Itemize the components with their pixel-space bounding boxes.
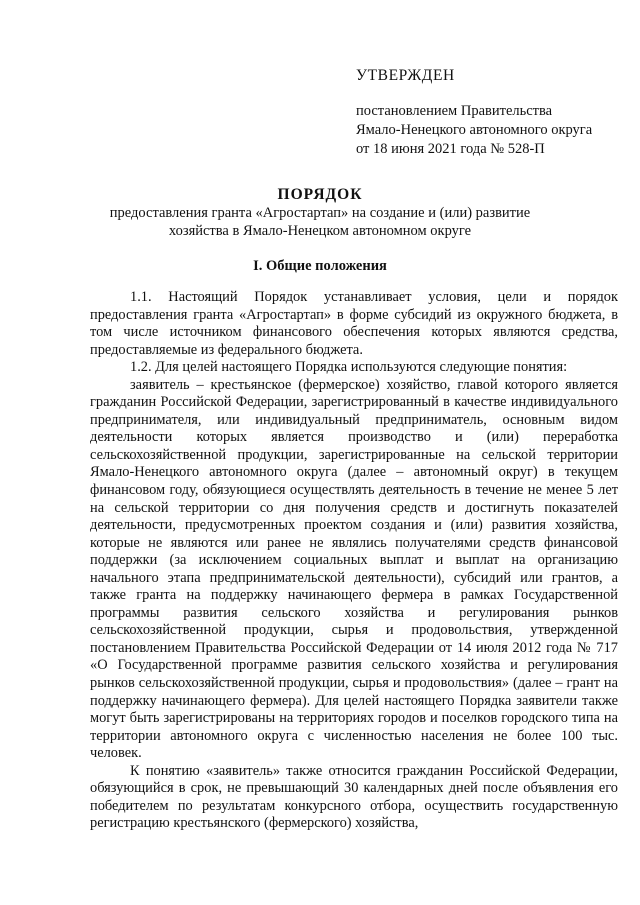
- document-title: ПОРЯДОК: [277, 186, 363, 203]
- approval-line: от 18 июня 2021 года № 528-П: [356, 141, 545, 157]
- document-subtitle: предоставления гранта «Агростартап» на создание и (или) развитие хозяйства в Ямало-Ненецком автономном округе: [109, 205, 531, 239]
- paragraph-applicant-definition: заявитель – крестьянское (фермерское) хозяйство, главой которого является гражданин Российской Федерации, зарегистрированный в качестве индивидуального предпринимателя, или индивидуальный предприниматель, основным видом деятельности которых является производство и (или) переработка сельскохозяйственной продукции, зарегистрированные на сельской территории Ямало-Ненецкого автономного округа (далее – автономный округ) в текущем финансовом году, обязующиеся осуществлять деятельность в течение не менее 5 лет на сельской территории со дня получения средств и достигнуть показателей деятельности, предусмотренных проектом создания и (или) развития хозяйства, которые не являются или ранее не являлись получателями средств финансовой поддержки (за исключением социальных выплат и выплат на организацию начального этапа предпринимательской деятельности), субсидий или грантов, а также гранта на поддержку начинающего фермера в рамках Государственной программы развития сельского хозяйства и регулирования рынков сельскохозяйственной продукции, сырья и продовольствия, утвержденной постановлением Правительства Российской Федерации от 14 июля 2012 года № 717 «О Государственной программе развития сельского хозяйства и регулирования рынков сельскохозяйственной продукции, сырья и продовольствия» (далее – грант на поддержку начинающего фермера). Для целей настоящего Порядка заявители также могут быть зарегистрированы на территориях городов и поселков городского типа на территории автономного округа с численностью населения не более 100 тыс. человек.: [90, 376, 618, 762]
- approval-stamp: УТВЕРЖДЕН: [356, 67, 455, 84]
- approval-line: постановлением Правительства: [356, 103, 553, 119]
- approval-line: Ямало-Ненецкого автономного округа: [356, 122, 593, 138]
- document-body: [90, 289, 618, 833]
- paragraph-1-1: 1.1. Настоящий Порядок устанавливает условия, цели и порядок предоставления гранта «Агростартап» в форме субсидий из окружного бюджета, в том числе источником финансового обеспечения которых являются средства, предоставляемые из федерального бюджета.: [90, 289, 618, 358]
- paragraph-applicant-extension: К понятию «заявитель» также относится гражданин Российской Федерации, обязующийся в срок, не превышающий 30 календарных дней после объявления его победителем по результатам конкурсного отбора, осуществить государственную регистрацию крестьянского (фермерского) хозяйства,: [90, 762, 618, 832]
- approval-block: [356, 66, 592, 159]
- paragraph-1-2: 1.2. Для целей настоящего Порядка используются следующие понятия:: [130, 359, 568, 376]
- section-heading: I. Общие положения: [253, 258, 387, 274]
